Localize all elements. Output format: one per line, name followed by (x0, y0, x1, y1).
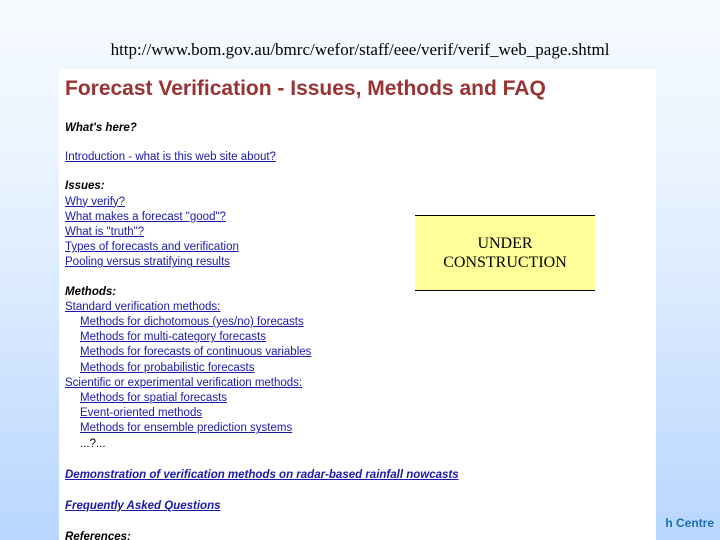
event-oriented-methods-link[interactable]: Event-oriented methods (80, 407, 203, 420)
under-construction-notice (415, 215, 595, 291)
radar-nowcast-demo-link[interactable]: Demonstration of verification methods on radar-based rainfall nowcasts (65, 468, 459, 481)
why-verify-link[interactable]: Why verify? (65, 195, 126, 208)
construction-line-1: UNDER (477, 235, 533, 252)
introduction-link[interactable]: Introduction - what is this web site about? (65, 151, 276, 164)
slide-title-url: http://www.bom.gov.au/bmrc/wefor/staff/eee/verif/verif_web_page.shtml (110, 40, 610, 59)
ellipsis-text: ...?... (80, 437, 106, 450)
pooling-stratifying-link[interactable]: Pooling versus stratifying results (65, 256, 230, 269)
good-forecast-link[interactable]: What makes a forecast "good"? (65, 210, 226, 223)
multi-category-methods-link[interactable]: Methods for multi-category forecasts (80, 331, 266, 344)
issues-heading: Issues: (65, 180, 105, 193)
page-title: Forecast Verification - Issues, Methods and FAQ (65, 77, 546, 100)
spatial-methods-link[interactable]: Methods for spatial forecasts (80, 392, 228, 405)
probabilistic-methods-link[interactable]: Methods for probabilistic forecasts (80, 361, 255, 374)
page-content (65, 121, 459, 540)
forecast-types-link[interactable]: Types of forecasts and verification (65, 241, 239, 254)
continuous-methods-link[interactable]: Methods for forecasts of continuous variables (80, 346, 312, 359)
faq-link[interactable]: Frequently Asked Questions (65, 500, 221, 513)
methods-heading: Methods: (65, 285, 117, 298)
references-heading: References: (65, 531, 131, 540)
dichotomous-methods-link[interactable]: Methods for dichotomous (yes/no) forecasts (80, 316, 304, 329)
scientific-methods-link[interactable]: Scientific or experimental verification methods: (65, 376, 303, 389)
web-page-screenshot (59, 69, 656, 540)
standard-methods-link[interactable]: Standard verification methods: (65, 300, 221, 313)
what-is-truth-link[interactable]: What is "truth"? (65, 226, 145, 239)
ensemble-methods-link[interactable]: Methods for ensemble prediction systems (80, 422, 293, 435)
whats-here-heading: What's here? (65, 122, 137, 134)
construction-line-2: CONSTRUCTION (443, 254, 567, 271)
centre-logo: h Centre (665, 516, 714, 530)
